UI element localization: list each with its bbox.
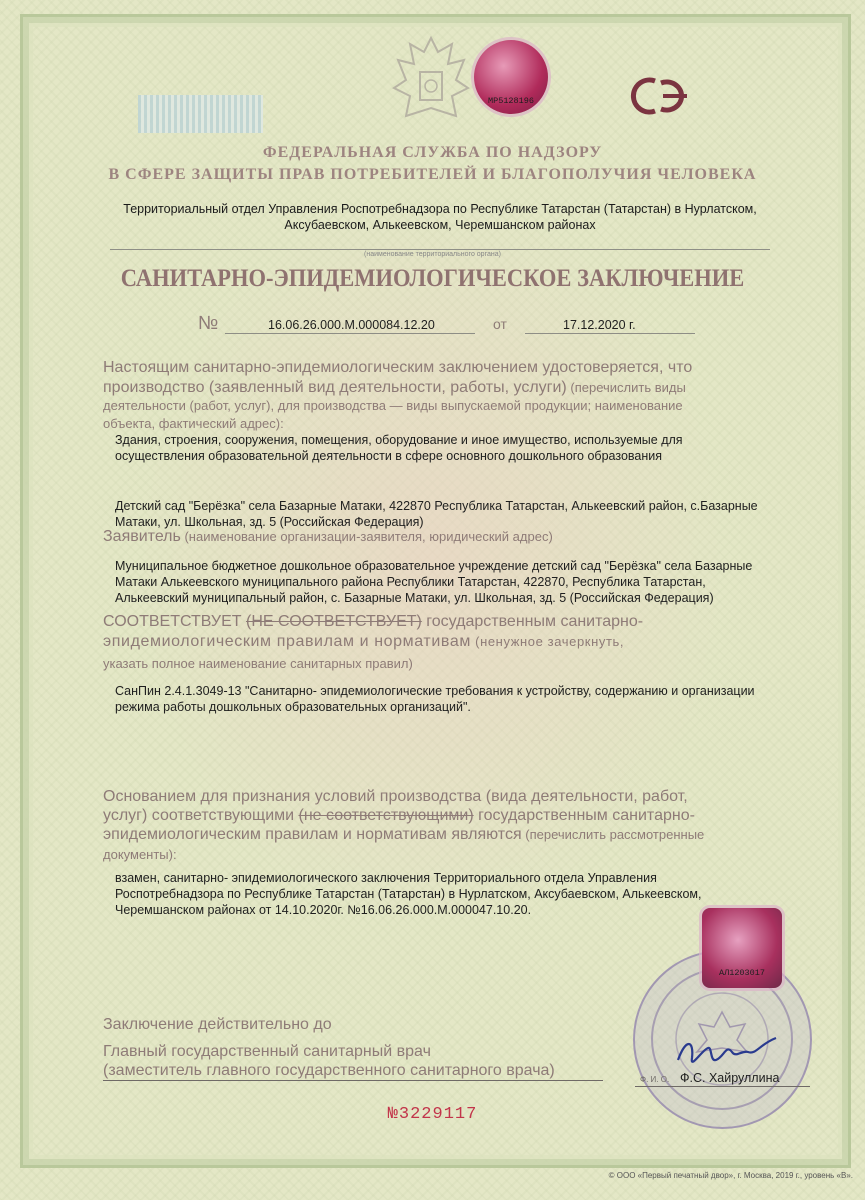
agency-heading-line1: ФЕДЕРАЛЬНАЯ СЛУЖБА ПО НАДЗОРУ [262, 144, 603, 161]
compliance-line1 [103, 612, 643, 631]
signatory-name-underline [635, 1086, 810, 1087]
object-line2: Матаки, ул. Школьная, зд. 5 (Российская Федерация) [115, 515, 424, 529]
hologram-serial-top: МР5128196 [488, 96, 534, 106]
printer-credit: © ООО «Первый печатный двор», г. Москва, 2019 г., уровень «В». [608, 1171, 853, 1180]
signature-icon [672, 1030, 782, 1075]
certification-line4: объекта, фактический адрес): [103, 416, 284, 431]
fio-caption: Ф. И. О. [640, 1075, 670, 1084]
number-label: № [198, 313, 219, 334]
signatory-line2: (заместитель главного государственного санитарного врача) [103, 1062, 555, 1079]
certification-line2 [103, 378, 793, 397]
grounds-line3 [103, 825, 704, 844]
grounds-line3-main: эпидемиологическим правилам и нормативам являются [103, 826, 522, 843]
applicant-caption: (наименование организации-заявителя, юридический адрес) [180, 529, 553, 544]
state-emblem-icon [386, 30, 476, 140]
compliance-line3: указать полное наименование санитарных правил) [103, 656, 413, 671]
compliance-line2-small: (ненужное зачеркнуть, [470, 634, 625, 649]
grounds-doc-line3: Черемшанском районах от 14.10.2020г. №16.06.26.000.М.000047.10.20. [115, 903, 532, 917]
microtext-strip [138, 95, 263, 133]
certification-line1: Настоящим санитарно-эпидемиологическим заключением удостоверяется, что [103, 359, 693, 376]
agency-heading-line2: В СФЕРЕ ЗАЩИТЫ ПРАВ ПОТРЕБИТЕЛЕЙ И БЛАГОПОЛУЧИЯ ЧЕЛОВЕКА [108, 166, 757, 183]
grounds-line2 [103, 806, 695, 825]
grounds-line3-small: (перечислить рассмотренные [521, 827, 705, 842]
territorial-body-caption: (наименование территориального органа) [364, 251, 501, 258]
form-number: №3229117 [387, 1105, 478, 1124]
applicant-line2: Матаки Алькеевского муниципального района Республики Татарстан, 422870, Республика Татарстан, [115, 575, 706, 589]
territorial-body-line1: Территориальный отдел Управления Роспотребнадзора по Республике Татарстан (Татарстан) в Нурлатском, [123, 202, 757, 216]
document-title: САНИТАРНО-ЭПИДЕМИОЛОГИЧЕСКОЕ ЗАКЛЮЧЕНИЕ [120, 265, 745, 292]
territorial-body-rule [110, 249, 770, 250]
complies-text: СООТВЕТСТВУЕТ [103, 613, 242, 630]
number-underline [225, 333, 475, 334]
grounds-line2-struck: (не соответствующими) [298, 807, 474, 824]
signatory-line1: Главный государственный санитарный врач [103, 1043, 431, 1060]
signatory-name: Ф.С. Хайруллина [680, 1071, 780, 1085]
certification-line3: деятельности (работ, услуг), для производства — виды выпускаемой продукции; наименование [103, 398, 683, 413]
se-logo-icon [625, 75, 695, 117]
valid-until-label: Заключение действительно до [103, 1016, 332, 1033]
grounds-line1: Основанием для признания условий производства (вида деятельности, работ, [103, 788, 688, 805]
grounds-line2-end: государственным санитарно- [473, 807, 695, 824]
applicant-line1: Муниципальное бюджетное дошкольное образовательное учреждение детский сад "Берёзка" села Базарные [115, 559, 753, 573]
conclusion-date: 17.12.2020 г. [563, 318, 636, 332]
territorial-body-line2: Аксубаевском, Алькеевском, Черемшанском районах [284, 218, 596, 232]
not-complies-struck: (НЕ СООТВЕТСТВУЕТ) [245, 613, 422, 630]
applicant-label-line [103, 527, 553, 546]
compliance-line2 [103, 632, 624, 651]
compliance-line1-rest: государственным санитарно- [421, 613, 644, 630]
sanitary-rules-line2: режима работы дошкольных образовательных организаций". [115, 700, 471, 714]
compliance-line2-main: эпидемиологическим правилам и нормативам [103, 633, 471, 650]
hologram-serial-bottom: АЛ1203017 [719, 968, 765, 978]
activity-line1: Здания, строения, сооружения, помещения, оборудование и иное имущество, используемые для [115, 433, 683, 447]
applicant-line3: Алькеевский муниципальный район, с. Базарные Матаки, ул. Школьная, зд. 5 (Российская Федерация) [115, 591, 714, 605]
date-underline [525, 333, 695, 334]
grounds-line4: документы): [103, 847, 177, 862]
grounds-line2-start: услуг) соответствующими [103, 807, 299, 824]
certification-line2-small: (перечислить виды [566, 380, 686, 395]
activity-line2: осуществления образовательной деятельности в сфере основного дошкольного образования [115, 449, 663, 463]
sanitary-rules-line1: СанПин 2.4.1.3049-13 "Санитарно- эпидемиологические требования к устройству, содержанию и организации [115, 684, 755, 698]
grounds-doc-line2: Роспотребнадзора по Республике Татарстан (Татарстан) в Нурлатском, Аксубаевском, Алькеевском, [115, 887, 702, 901]
conclusion-number: 16.06.26.000.М.000084.12.20 [268, 318, 435, 332]
object-line1: Детский сад "Берёзка" села Базарные Матаки, 422870 Республика Татарстан, Алькеевский район, с.Базарные [115, 499, 758, 513]
certification-line2-main: производство (заявленный вид деятельности, работы, услуги) [103, 379, 567, 396]
signatory-underline [103, 1080, 603, 1081]
grounds-doc-line1: взамен, санитарно- эпидемиологического заключения Территориального отдела Управления [115, 871, 657, 885]
date-from-label: от [493, 316, 507, 332]
applicant-label: Заявитель [103, 528, 181, 545]
